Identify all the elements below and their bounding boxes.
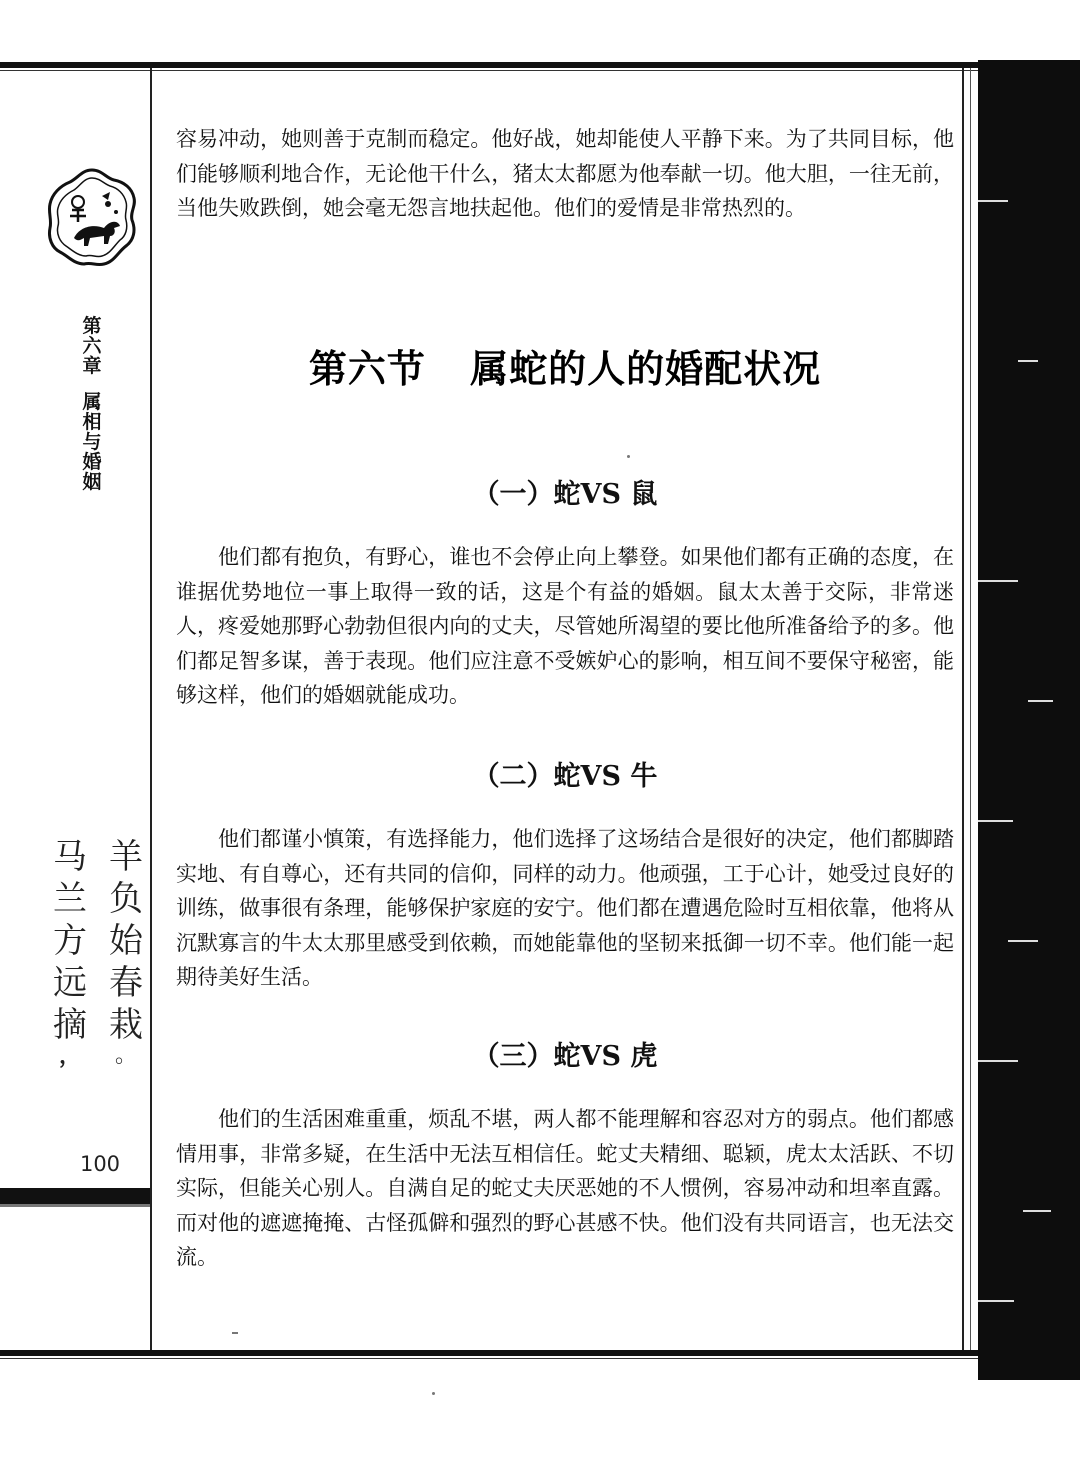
intro-paragraph: 容易冲动，她则善于克制而稳定。他好战，她却能使人平静下来。为了共同目标，他们能够顺利地合作，无论他干什么，猪太太都愿为他奉献一切。他大胆，一往无前，当他失败跌倒，她会毫无怨言地扶起他。他们的爱情是非常热烈的。	[176, 127, 954, 221]
chapter-char: 相	[82, 411, 102, 433]
chapter-char: 六	[82, 335, 102, 357]
subsection-heading: （一）蛇VS 鼠	[472, 479, 658, 510]
chapter-label-vertical	[80, 316, 104, 492]
chapter-char: 第	[82, 315, 102, 337]
subsection-text: 他们都有抱负，有野心，谁也不会停止向上攀登。如果他们都有正确的态度，在谁据优势地位一事上取得一致的话，这是个有益的婚姻。鼠太太善于交际，非常迷人，疼爱她那野心勃勃但很内向的丈夫，尽管她所渴望的要比他所准备给予的多。他们都足智多谋，善于表现。他们应注意不受嫉妒心的影响，相互间不要保守秘密，能够这样，他们的婚姻就能成功。	[176, 545, 954, 708]
top-border-thin	[0, 70, 980, 71]
chapter-char: 章	[82, 355, 102, 377]
bottom-border-thin	[0, 1358, 1060, 1359]
subsection-heading: （三）蛇VS 虎	[472, 1041, 658, 1072]
subsection-text: 他们的生活困难重重，烦乱不堪，两人都不能理解和容忍对方的弱点。他们都感情用事，非常多疑，在生活中无法互相信任。蛇丈夫精细、聪颖，虎太太活跃、不切实际，但能关心别人。自满自足的蛇丈夫厌恶她的不人惯例，容易冲动和坦率直露。而对他的遮遮掩掩、古怪孤僻和强烈的野心甚感不快。他们没有共同语言，也无法交流。	[176, 1107, 954, 1270]
margin-rule-right	[962, 68, 964, 1350]
bottom-border	[0, 1350, 1060, 1356]
section-title: 第六节 属蛇的人的婚配状况	[308, 347, 822, 391]
scan-speck	[432, 1392, 435, 1395]
motto-column-1: 羊 负 始 春 栽 。	[109, 837, 143, 1068]
zodiac-horse-emblem-icon	[44, 166, 140, 270]
chapter-char: 与	[82, 431, 102, 453]
scan-speck	[232, 1332, 238, 1334]
page-number: 100	[79, 1152, 121, 1176]
margin-rule-left	[150, 68, 152, 1350]
left-edge-bar-shadow	[0, 1204, 150, 1207]
subsection-text: 他们都谨小慎策，有选择能力，他们选择了这场结合是很好的决定，他们都脚踏实地、有自尊心，还有共同的信仰，同样的动力。他顽强，工于心计，她受过良好的训练，做事很有条理，能够保护家庭的安宁。他们都在遭遇危险时互相依靠，他将从沉默寡言的牛太太那里感受到依赖，而她能靠他的坚韧来抵御一切不幸。他们能一起期待美好生活。	[176, 827, 954, 990]
subsection-heading: （二）蛇VS 牛	[472, 761, 658, 792]
chapter-char: 属	[82, 391, 102, 413]
top-border	[0, 62, 980, 68]
scan-speck	[627, 455, 630, 458]
chapter-char: 婚	[82, 451, 102, 473]
margin-rule-right-thin	[970, 68, 971, 1350]
page-edge-shadow	[978, 60, 1080, 1380]
chapter-char: 姻	[82, 471, 102, 493]
motto-column-2: 马 兰 方 远 摘 ，	[53, 837, 87, 1069]
